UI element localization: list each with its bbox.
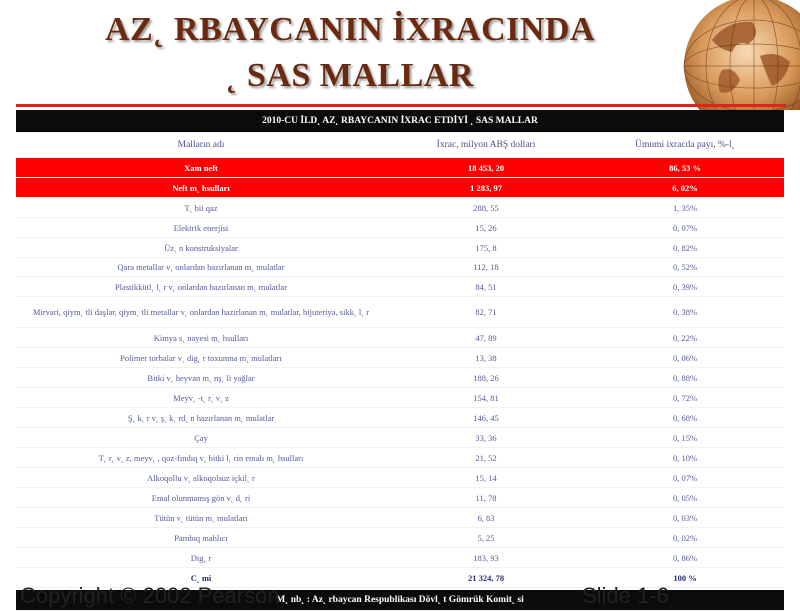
slide-title-line-1: AZ˛ RBAYCANIN İXRACINDA: [104, 11, 596, 48]
table-row: [16, 448, 784, 468]
row-share: 0, 10%: [672, 452, 698, 463]
total-value: 21 324, 78: [467, 572, 505, 583]
row-value: 21, 52: [475, 452, 497, 463]
total-share: 100 %: [673, 572, 697, 583]
table-row: [16, 198, 784, 218]
table-row: [16, 528, 784, 548]
copyright-text: Copyright © 2002 Pearson: [20, 583, 280, 608]
row-value: 146, 45: [473, 412, 499, 423]
exports-table: [16, 110, 784, 611]
row-share: 0, 07%: [672, 472, 698, 483]
row-value: 188, 26: [473, 372, 499, 383]
table-row: [16, 348, 784, 368]
row-name: Elektrik enerjisi: [173, 222, 229, 233]
column-header-value: İxrac, milyon ABŞ dolları: [436, 140, 536, 150]
row-value: 47, 89: [475, 332, 497, 343]
column-header-name: Malların adı: [177, 140, 225, 150]
row-name: Alkoqollu v˛ alkoqolsuz içkil˛ r: [147, 472, 255, 483]
row-name: Emal olunmamış gön v˛ d˛ ri: [151, 492, 251, 503]
row-share: 0, 02%: [672, 532, 698, 543]
title-divider: [16, 104, 786, 107]
row-name: T˛ r˛ v˛ z, meyv˛ , qoz-fındıq v˛ bitki l˛ rin emalı m˛ hsulları: [98, 452, 304, 463]
table-row: [16, 488, 784, 508]
row-share: 0, 88%: [672, 372, 698, 383]
row-share: 0, 06%: [672, 352, 698, 363]
row-value: 13, 38: [475, 352, 497, 363]
table-title: 2010-CU İLD˛ AZ˛ RBAYCANIN İXRAC ETDİYİ ˛ SAS MALLAR: [262, 116, 538, 126]
row-value: 154, 81: [473, 392, 499, 403]
row-value: 18 453, 20: [467, 162, 505, 173]
row-share: 0, 82%: [672, 242, 698, 253]
table-row: [16, 277, 784, 297]
table-row: [16, 508, 784, 528]
row-value: 6, 83: [477, 512, 495, 523]
row-share: 0, 22%: [672, 332, 698, 343]
row-name: Kimya s˛ nayesi m˛ hsulları: [153, 332, 249, 343]
row-name: Polimer torbalar v˛ dig˛ r toxunma m˛ mulatları: [120, 352, 282, 363]
row-name: Neft m˛ hsulları: [172, 182, 230, 193]
table-row: [16, 328, 784, 348]
table-title-band: [16, 110, 784, 133]
row-name: T˛ bii qaz: [184, 202, 218, 213]
row-value: 15, 26: [475, 222, 497, 233]
row-share: 0, 68%: [672, 412, 698, 423]
row-share: 0, 03%: [672, 512, 698, 523]
row-name: Pambıq mahlıcı: [174, 532, 228, 543]
row-name: Üz˛ n konstruksiyalar: [164, 242, 238, 253]
row-name: Ş˛ k˛ r v˛ ş˛ k˛ rd˛ n hazırlanan m˛ mulatlar: [127, 412, 275, 423]
row-value: 82, 71: [475, 307, 497, 317]
row-share: 0, 07%: [672, 222, 698, 233]
row-share: 1, 35%: [672, 202, 698, 213]
table-row: [16, 238, 784, 258]
row-value: 175, 8: [475, 242, 497, 253]
row-share: 0, 38%: [672, 307, 698, 317]
globe-icon: [682, 0, 800, 110]
row-share: 0, 05%: [672, 492, 698, 503]
source-note: M˛ nb˛ : Az˛ rbaycan Respublikası Dövl˛ t Gömrük Komit˛ si: [276, 595, 524, 605]
column-header-share: Ümumi ixracda payı, %-l˛: [635, 140, 735, 150]
total-label: C˛ mi: [190, 572, 212, 583]
slide-title-line-2: ˛ SAS MALLAR: [226, 57, 474, 94]
row-share: 0, 15%: [672, 432, 698, 443]
row-share: 0, 39%: [672, 281, 698, 292]
table-row: [16, 178, 784, 198]
row-share: 0, 86%: [672, 552, 698, 563]
row-name: Meyv˛ -t˛ r˛ v˛ z: [173, 392, 229, 403]
row-value: 11, 78: [475, 492, 497, 503]
table-row: [16, 258, 784, 277]
row-share: 0, 52%: [672, 262, 698, 272]
row-share: 0, 72%: [672, 392, 698, 403]
table-row: [16, 468, 784, 488]
table-row: [16, 548, 784, 568]
row-share: 6, 02%: [672, 182, 698, 193]
row-value: 5, 25: [477, 532, 495, 543]
table-header-row: [16, 133, 784, 158]
row-value: 15, 14: [475, 472, 497, 483]
row-value: 288, 55: [473, 202, 499, 213]
row-value: 183, 93: [473, 552, 499, 563]
row-name: Çay: [194, 432, 208, 443]
row-name: Bitki v˛ heyvan m˛ nş˛ li yağlar: [147, 372, 255, 383]
row-value: 84, 51: [475, 281, 497, 292]
row-value: 112, 18: [473, 262, 499, 272]
row-name: Plastikkütl˛ l˛ r v˛ onlardan hazırlanan m˛ mulatlar: [114, 281, 288, 292]
table-row: [16, 368, 784, 388]
row-share: 86, 53 %: [669, 162, 701, 173]
row-name: Tütün v˛ tütün m˛ mulatları: [154, 512, 248, 523]
table-row: [16, 158, 784, 178]
table-row: [16, 428, 784, 448]
table-row: [16, 297, 784, 328]
slide-number: Slide 1-6: [582, 583, 669, 608]
row-value: 33, 36: [475, 432, 497, 443]
row-name: Qara metallar v˛ onlardan hazırlanan m˛ mulatlar: [117, 262, 285, 272]
table-row: [16, 218, 784, 238]
table-row: [16, 408, 784, 428]
row-name: Dig˛ r: [190, 552, 212, 563]
row-name: Mirvari, qiym˛ tli daşlar, qiym˛ tli metallar v˛ onlardan hazırlanan m˛ mulatlar, bijuteriya, sikk˛ l˛ r: [32, 307, 370, 317]
row-value: 1 283, 97: [470, 182, 502, 193]
table-row: [16, 388, 784, 408]
row-name: Xam neft: [184, 162, 218, 173]
